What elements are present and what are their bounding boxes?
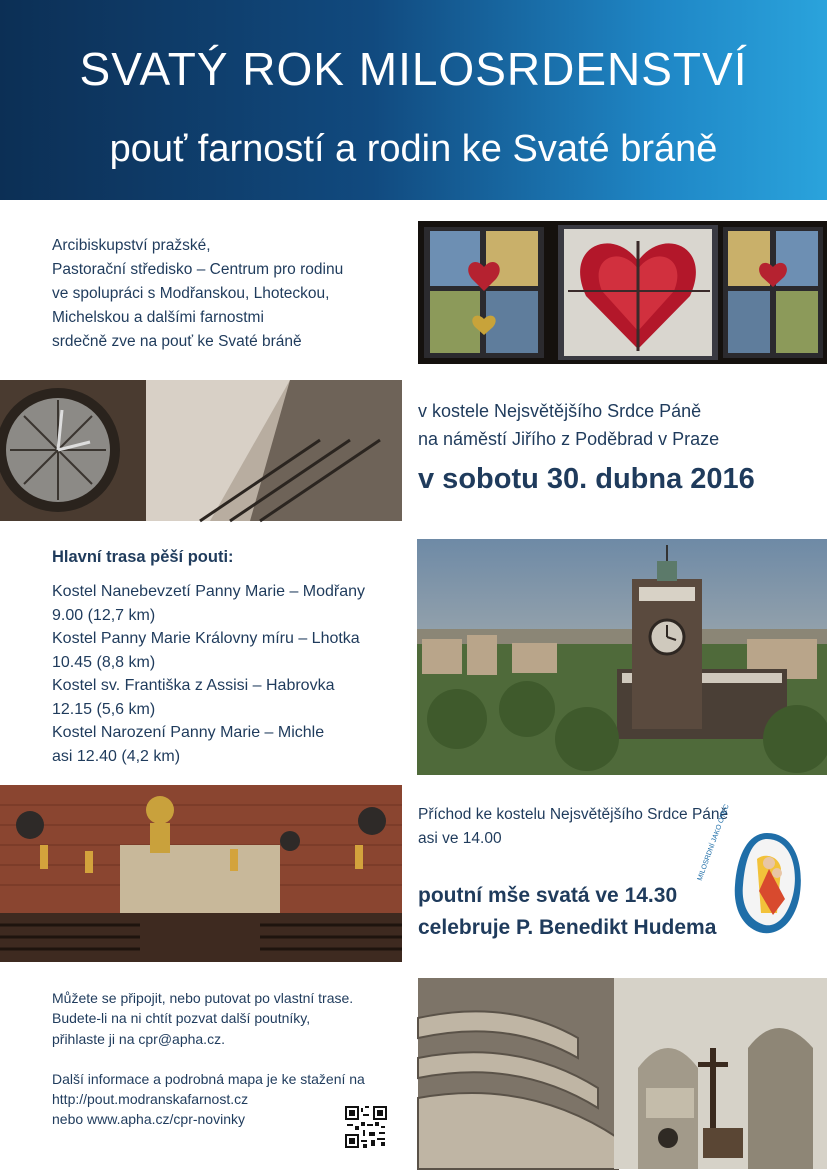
intro-line: Arcibiskupství pražské, <box>52 237 211 254</box>
route-list <box>52 580 365 768</box>
intro-line: Michelskou a dalšími farnostmi <box>52 309 264 326</box>
mass-block <box>418 880 716 944</box>
stairs-crucifix-photo <box>418 978 827 1169</box>
route-stop-time: asi 12.40 (4,2 km) <box>52 747 181 765</box>
intro-line: srdečně zve na pouť ke Svaté bráně <box>52 333 302 350</box>
footer-line: Můžete se připojit, nebo putovat po vlastní trase. <box>52 990 354 1006</box>
arrival-block <box>418 803 728 851</box>
intro-text <box>52 234 343 354</box>
qr-code-icon[interactable] <box>345 1106 387 1148</box>
arrival-line: Příchod ke kostelu Nejsvětějšího Srdce Páně <box>418 806 729 823</box>
jubilee-logo <box>696 803 807 939</box>
route-stop-place: Kostel sv. Františka z Assisi – Habrovka <box>52 677 335 694</box>
route-stop-place: Kostel Narození Panny Marie – Michle <box>52 724 325 741</box>
intro-line: ve spolupráci s Modřanskou, Lhoteckou, <box>52 285 330 302</box>
logo-text: MILOSRDNÍ JAKO OTEC <box>696 803 731 882</box>
route-stop-place: Kostel Panny Marie Královny míru – Lhotka <box>52 630 360 647</box>
arrival-time: asi ve 14.00 <box>418 830 502 847</box>
route-stop-place: Kostel Nanebevzetí Panny Marie – Modřany <box>52 583 366 600</box>
altar-photo <box>0 785 402 962</box>
mass-celebrant: celebruje P. Benedikt Hudema <box>418 916 717 939</box>
venue-square: na náměstí Jiřího z Poděbrad v Praze <box>418 429 720 449</box>
venue-block <box>418 397 719 453</box>
footer-info <box>52 988 365 1130</box>
intro-line: Pastorační středisko – Centrum pro rodinu <box>52 261 344 278</box>
jubilee-logo-icon <box>696 803 807 939</box>
footer-url-link[interactable]: http://pout.modranskafarnost.cz <box>52 1091 249 1108</box>
stained-glass-photo <box>418 221 827 364</box>
church-tower-photo <box>417 539 827 775</box>
footer-spacer <box>52 1049 365 1069</box>
venue-church: v kostele Nejsvětějšího Srdce Páně <box>418 401 702 421</box>
footer-url-link[interactable]: nebo www.apha.cz/cpr-novinky <box>52 1111 245 1128</box>
route-stop-time: 12.15 (5,6 km) <box>52 700 156 718</box>
mass-time: poutní mše svatá ve 14.30 <box>418 884 678 907</box>
footer-line: Budete-li na ni chtít pozvat další poutníky, <box>52 1010 311 1027</box>
page-title: SVATÝ ROK MILOSRDENSTVÍ <box>79 43 748 95</box>
clock-interior-photo <box>0 380 402 521</box>
footer-line: Další informace a podrobná mapa je ke stažení na <box>52 1070 365 1087</box>
route-stop-time: 10.45 (8,8 km) <box>52 653 156 671</box>
route-stop-time: 9.00 (12,7 km) <box>52 606 156 624</box>
route-heading: Hlavní trasa pěší pouti: <box>52 548 234 566</box>
page-subtitle: pouť farností a rodin ke Svaté bráně <box>109 128 718 170</box>
event-date: v sobotu 30. dubna 2016 <box>418 463 755 495</box>
footer-line: přihlaste ji na cpr@apha.cz. <box>52 1030 225 1047</box>
